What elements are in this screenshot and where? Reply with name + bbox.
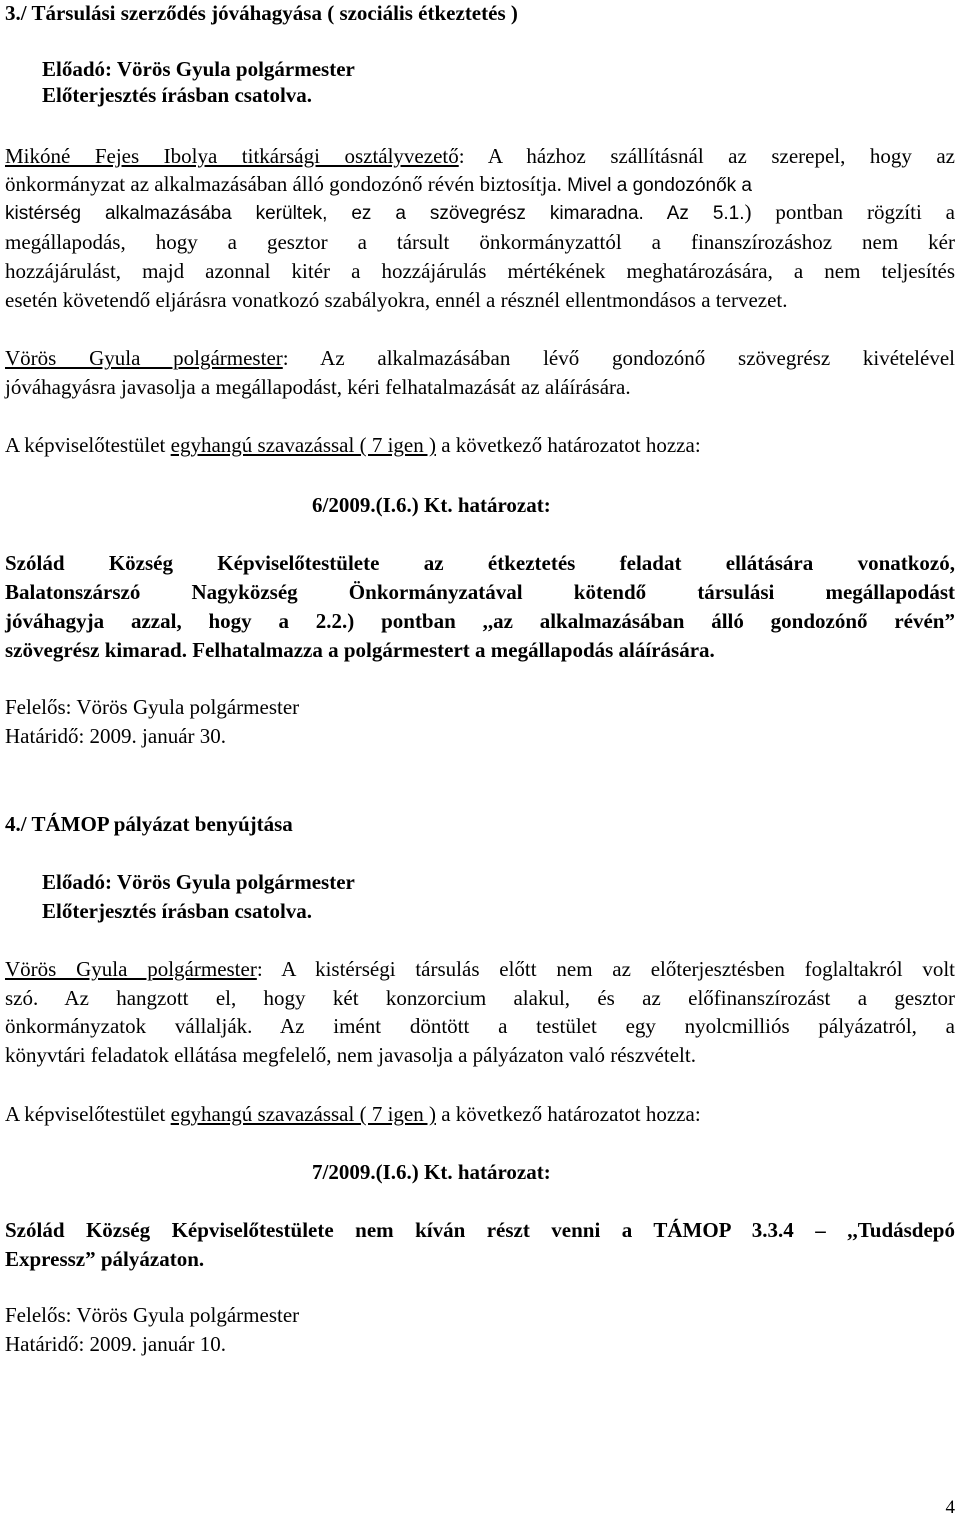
page-number: 4 [945, 1497, 955, 1518]
section-3-p1-line-5: hozzájárulást, majd azonnal kitér a hozzájárulás mértékének meghatározására, a nem teljesítés [5, 259, 955, 283]
section-3-presenter: Előadó: Vörös Gyula polgármester [42, 57, 355, 81]
resolution-7-line-2: Expressz” pályázaton. [5, 1247, 205, 1271]
section-4-written-note: Előterjesztés írásban csatolva. [42, 899, 313, 923]
section-4-presenter: Előadó: Vörös Gyula polgármester [42, 870, 355, 894]
section-4-heading: 4./ TÁMOP pályázat benyújtása [5, 812, 293, 836]
section-4-responsible: Felelős: Vörös Gyula polgármester [5, 1303, 300, 1327]
speaker-name: Vörös Gyula polgármester [5, 346, 283, 370]
section-4-p1-line-4: könyvtári feladatok ellátása megfelelő, nem javasolja a pályázaton való részvételt. [5, 1043, 696, 1067]
section-3-p1-line-6: esetén követendő eljárásra vonatkozó szabályokra, ennél a résznél ellentmondásos a tervezet. [5, 288, 788, 312]
section-4-p1-line-1: Vörös Gyula polgármester: A kistérségi társulás előtt nem az előterjesztésben foglaltakról volt [5, 957, 956, 981]
section-3-p2-line-2: jóváhagyásra javasolja a megállapodást, kéri felhatalmazását az aláírására. [5, 375, 631, 399]
resolution-6-line-2: Balatonszárszó Nagyközség Önkormányzatával kötendő társulási megállapodást [5, 580, 955, 604]
section-3-p2-line-1: Vörös Gyula polgármester: Az alkalmazásában lévő gondozónő szövegrész kivételével [5, 346, 955, 370]
resolution-6-line-4: szövegrész kimarad. Felhatalmazza a polgármestert a megállapodás aláírására. [5, 638, 715, 662]
resolution-7-line-1: Szólád Község Képviselőtestülete nem kíván részt venni a TÁMOP 3.3.4 – ,,Tudásdepó [5, 1218, 955, 1242]
section-3-p1-line-2: önkormányzat az alkalmazásában álló gondozónő révén biztosítja. Mivel a gondozónők a [5, 172, 752, 196]
section-3-written-note: Előterjesztés írásban csatolva. [42, 83, 313, 107]
section-3-heading: 3./ Társulási szerződés jóváhagyása ( szociális étkeztetés ) [5, 1, 518, 25]
resolution-6-line-3: jóváhagyja azzal, hogy a 2.2.) pontban ,,az alkalmazásában álló gondozónő révén” [5, 609, 955, 633]
section-4-vote: A képviselőtestület egyhangú szavazással ( 7 igen ) a következő határozatot hozza: [5, 1102, 701, 1126]
section-3-deadline: Határidő: 2009. január 30. [5, 724, 227, 748]
section-4-deadline: Határidő: 2009. január 10. [5, 1332, 227, 1356]
resolution-number-6: 6/2009.(I.6.) Kt. határozat: [312, 493, 551, 517]
section-3-p1-line-3: kistérség alkalmazásába kerültek, ez a szövegrész kimaradna. Az 5.1.) pontban rögzíti a [5, 200, 955, 224]
section-3-p1-line-1: Mikóné Fejes Ibolya titkársági osztályvezető: A házhoz szállításnál az szerepel, hogy az [5, 144, 955, 168]
section-3-responsible: Felelős: Vörös Gyula polgármester [5, 695, 300, 719]
speaker-name: Vörös Gyula polgármester [5, 957, 257, 981]
section-3-p1-line-4: megállapodás, hogy a gesztor a társult önkormányzattól a finanszírozáshoz nem kér [5, 230, 955, 254]
resolution-number-7: 7/2009.(I.6.) Kt. határozat: [312, 1160, 551, 1184]
speaker-name: Mikóné Fejes Ibolya titkársági osztályvezető [5, 144, 459, 168]
section-4-p1-line-2: szó. Az hangzott el, hogy két konzorcium alakul, és az előfinanszírozást a gesztor [5, 986, 955, 1010]
resolution-6-line-1: Szólád Község Képviselőtestülete az étkeztetés feladat ellátására vonatkozó, [5, 551, 955, 575]
section-3-vote: A képviselőtestület egyhangú szavazással ( 7 igen ) a következő határozatot hozza: [5, 433, 701, 457]
section-4-p1-line-3: önkormányzatok vállalják. Az imént döntött a testület egy nyolcmilliós pályázatról, a [5, 1014, 955, 1038]
